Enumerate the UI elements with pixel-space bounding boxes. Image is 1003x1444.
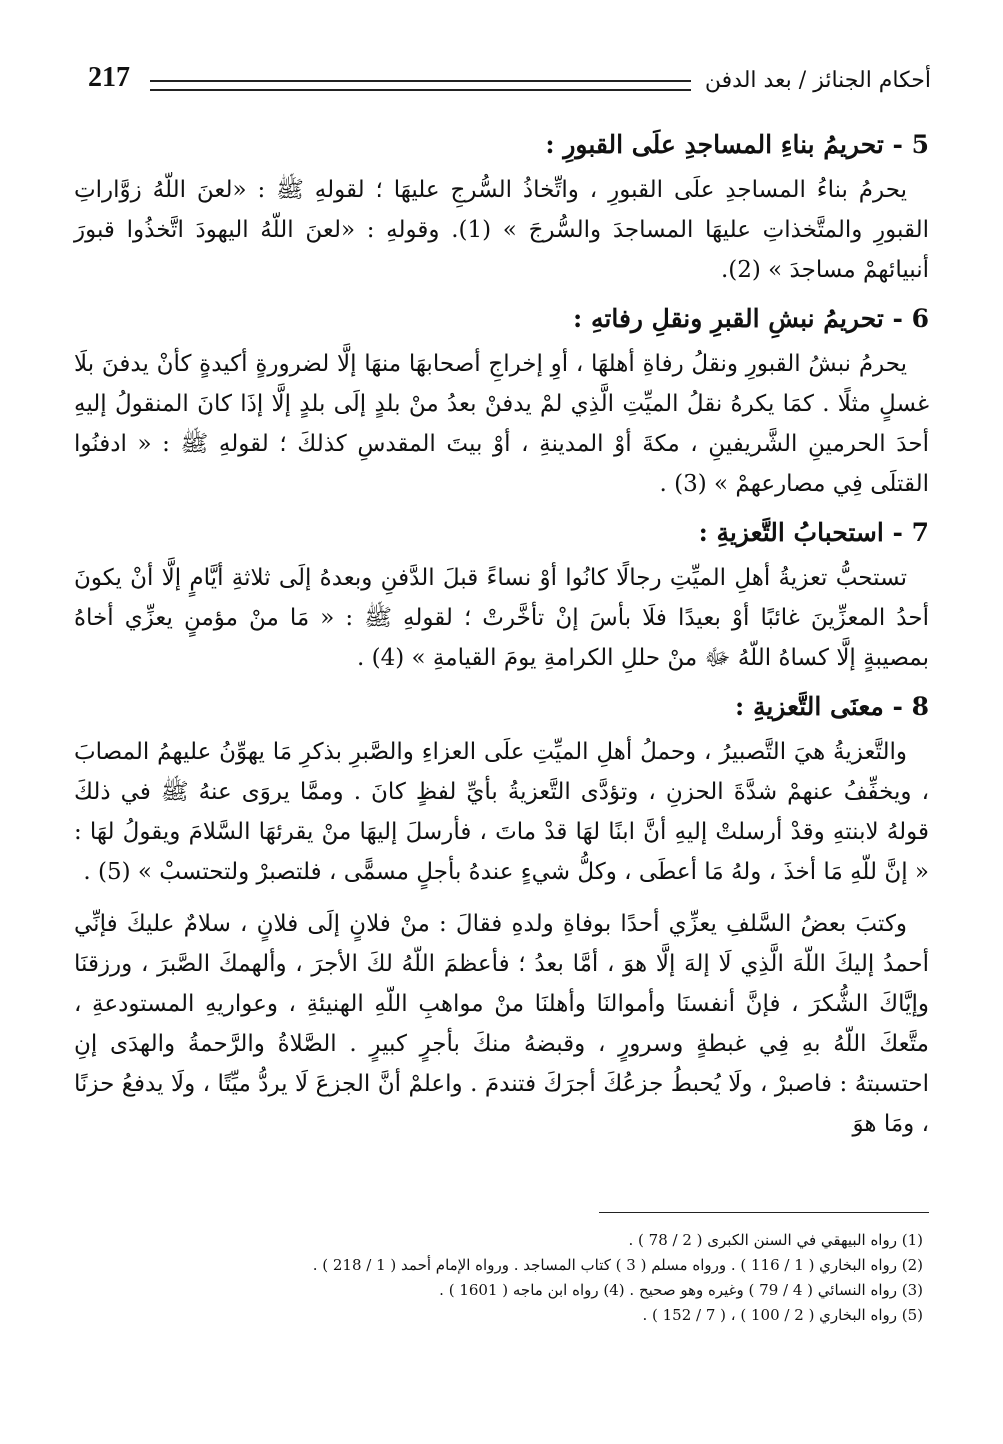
main-text: [74, 128, 929, 1156]
footnote-5: (5) رواه البخاري ( 2 / 100 ) ، ( 7 / 152 ) .: [642, 1306, 923, 1324]
section-paragraph: والتَّعزيةُ هيَ التَّصبيرُ ، وحملُ أهلِ الميِّتِ علَى العزاءِ والصَّبرِ بذكرِ مَا يهوِّنُ عليهمُ المصابَ ، ويخفِّفُ عنهمْ شدَّةَ الحزنِ ، وتؤدَّى التَّعزيةُ بأيِّ لفظٍ كانَ . وممَّا يروَى عنهُ ﷺ في ذلكَ قولهُ لابنتهِ وقدْ أرسلتْ إليهِ أنَّ ابنًا لهَا قدْ ماتَ ، فأرسلَ إليهَا منْ يقرئهَا السَّلامَ ويقولُ لهَا : « إنَّ للّهِ مَا أخذَ ، ولهُ مَا أعطَى ، وكلُّ شيءٍ عندهُ بأجلٍ مسمًّى ، فلتصبرْ ولتحتسبْ » (5) .: [74, 739, 929, 885]
footnote-2: (2) رواه البخاري ( 1 / 116 ) . ورواه مسلم ( 3 ) كتاب المساجد . ورواه الإمام أحمد ( 1 / 218 ) .: [312, 1256, 923, 1274]
footnote-3-4: (3) رواه النسائي ( 4 / 79 ) وغيره وهو صحيح . (4) رواه ابن ماجه ( 1601 ) .: [439, 1281, 923, 1299]
section-paragraph: وكتبَ بعضُ السَّلفِ يعزِّي أحدًا بوفاةِ ولدهِ فقالَ : منْ فلانٍ إلَى فلانٍ ، سلامٌ عليكَ فإنِّي أحمدُ إليكَ اللّهَ الَّذِي لَا إلهَ إلَّا هوَ ، أمَّا بعدُ ؛ فأعظمَ اللّهُ لكَ الأجرَ ، وألهمكَ الصَّبرَ ، ورزقنَا وإيَّاكَ الشُّكرَ ، فإنَّ أنفسنَا وأموالنَا وأهلنَا منْ مواهبِ اللّهِ الهنيئةِ ، وعواريهِ المستودعةِ ، متَّعكَ اللّهُ بهِ فِي غبطةٍ وسرورٍ ، وقبضهُ منكَ بأجرٍ كبيرٍ . الصَّلاةُ والرَّحمةُ والهدَى إنِ احتسبتهُ : فاصبرْ ، ولَا يُحبطُ جزعُكَ أجرَكَ فتندمَ . واعلمْ أنَّ الجزعَ لَا يردُّ ميِّتًا ، ولَا يدفعُ حزنًا ، ومَا هوَ: [74, 911, 929, 1137]
running-title: أحكام الجنائز / بعد الدفن: [704, 68, 931, 93]
header-double-rule: [150, 80, 691, 91]
section-paragraph: يحرمُ نبشُ القبورِ ونقلُ رفاةِ أهلهَا ، أوِ إخراجِ أصحابهَا منهَا إلَّا لضرورةٍ أكيدةٍ كأنْ يدفنَ بلَا غسلٍ مثلًا . كمَا يكرهُ نقلُ الميِّتِ الَّذِي لمْ يدفنْ بعدُ منْ بلدٍ إلَى بلدٍ إلَّا إذَا كانَ المنقولُ إليهِ أحدَ الحرمينِ الشَّريفينِ ، مكةَ أوْ المدينةِ ، أوْ بيتَ المقدسِ كذلكَ ؛ لقولهِ ﷺ : « ادفنُوا القتلَى فِي مصارعهمْ » (3) .: [74, 351, 929, 497]
running-header: [88, 62, 931, 102]
section-heading: 6 - تحريمُ نبشِ القبرِ ونقلِ رفاتهِ :: [573, 304, 929, 333]
section-heading: 7 - استحبابُ التَّعزيةِ :: [698, 518, 929, 547]
section-6: [74, 302, 929, 504]
footnotes: [180, 1228, 923, 1328]
section-paragraph: يحرمُ بناءُ المساجدِ علَى القبورِ ، واتِّخاذُ السُّرجِ عليهَا ؛ لقولهِ ﷺ : «لعنَ اللّهُ زوَّاراتِ القبورِ والمتَّخذاتِ عليهَا المساجدَ والسُّرجَ » (1). وقولهِ : «لعنَ اللّهُ اليهودَ اتَّخذُوا قبورَ أنبيائهمْ مساجدَ » (2).: [74, 177, 929, 283]
section-heading: 5 - تحريمُ بناءِ المساجدِ علَى القبورِ :: [545, 130, 929, 159]
section-heading: 8 - معنَى التَّعزيةِ :: [735, 692, 929, 721]
section-7: [74, 516, 929, 678]
footnote-separator: [599, 1212, 929, 1213]
footnote-1: (1) رواه البيهقي في السنن الكبرى ( 2 / 78 ) .: [628, 1231, 923, 1249]
page-number: 217: [88, 62, 130, 93]
section-8: [74, 690, 929, 1144]
section-paragraph: تستحبُّ تعزيةُ أهلِ الميِّتِ رجالًا كانُوا أوْ نساءً قبلَ الدَّفنِ وبعدهُ إلَى ثلاثةِ أيَّامٍ إلَّا أنْ يكونَ أحدُ المعزِّينَ غائبًا أوْ بعيدًا فلَا بأسَ إنْ تأخَّرتْ ؛ لقولهِ ﷺ : « مَا منْ مؤمنٍ يعزِّي أخاهُ بمصيبةٍ إلَّا كساهُ اللّهُ ﷻ منْ حللِ الكرامةِ يومَ القيامةِ » (4) .: [74, 565, 929, 671]
section-5: [74, 128, 929, 290]
